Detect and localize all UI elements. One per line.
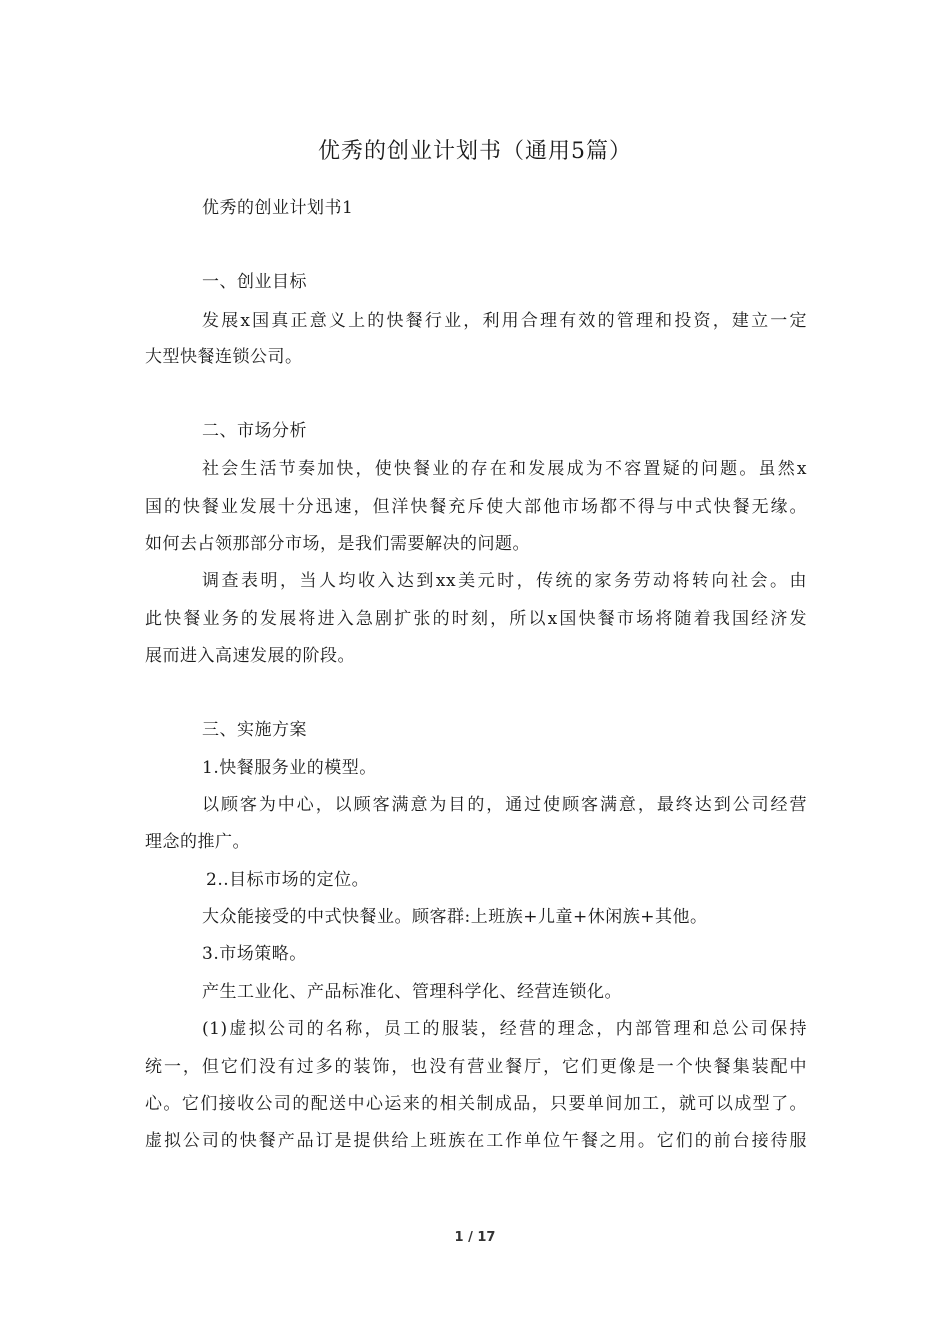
page-number: 1 / 17 — [454, 1230, 496, 1245]
paragraph-line: 以顾客为中心，以顾客满意为目的，通过使顾客满意，最终达到公司经营 — [202, 795, 807, 815]
heading-goal: 一、创业目标 — [202, 272, 307, 292]
paragraph-line: 展而进入高速发展的阶段。 — [145, 646, 355, 666]
section-subtitle: 优秀的创业计划书1 — [202, 198, 354, 218]
paragraph-line: 虚拟公司的快餐产品订是提供给上班族在工作单位午餐之用。它们的前台接待服 — [145, 1131, 807, 1151]
list-item-heading: 1.快餐服务业的模型。 — [202, 758, 377, 778]
paragraph-line: 大众能接受的中式快餐业。顾客群:上班族+儿童+休闲族+其他。 — [202, 907, 708, 927]
paragraph-line: 产生工业化、产品标准化、管理科学化、经营连锁化。 — [202, 982, 622, 1002]
paragraph-line: 如何去占领那部分市场，是我们需要解决的问题。 — [145, 534, 530, 554]
heading-market: 二、市场分析 — [202, 421, 307, 441]
paragraph-line: 大型快餐连锁公司。 — [145, 347, 303, 367]
paragraph-line: (1)虚拟公司的名称，员工的服装，经营的理念，内部管理和总公司保持 — [202, 1019, 807, 1039]
paragraph-line: 国的快餐业发展十分迅速，但洋快餐充斥使大部他市场都不得与中式快餐无缘。 — [145, 497, 807, 517]
heading-plan: 三、实施方案 — [202, 720, 307, 740]
paragraph-line: 此快餐业务的发展将进入急剧扩张的时刻，所以x国快餐市场将随着我国经济发 — [145, 609, 807, 629]
list-item-heading: 2..目标市场的定位。 — [206, 870, 370, 890]
list-item-heading: 3.市场策略。 — [202, 944, 307, 964]
paragraph-line: 理念的推广。 — [145, 832, 250, 852]
paragraph-line: 社会生活节奏加快，使快餐业的存在和发展成为不容置疑的问题。虽然x — [202, 459, 807, 479]
document-title: 优秀的创业计划书（通用5篇） — [318, 139, 632, 164]
paragraph-line: 统一，但它们没有过多的装饰，也没有营业餐厅，它们更像是一个快餐集装配中 — [145, 1057, 807, 1077]
paragraph-line: 发展x国真正意义上的快餐行业，利用合理有效的管理和投资，建立一定 — [202, 311, 807, 331]
paragraph-line: 心。它们接收公司的配送中心运来的相关制成品，只要单间加工，就可以成型了。 — [145, 1094, 807, 1114]
paragraph-line: 调查表明，当人均收入达到xx美元时，传统的家务劳动将转向社会。由 — [202, 571, 807, 591]
